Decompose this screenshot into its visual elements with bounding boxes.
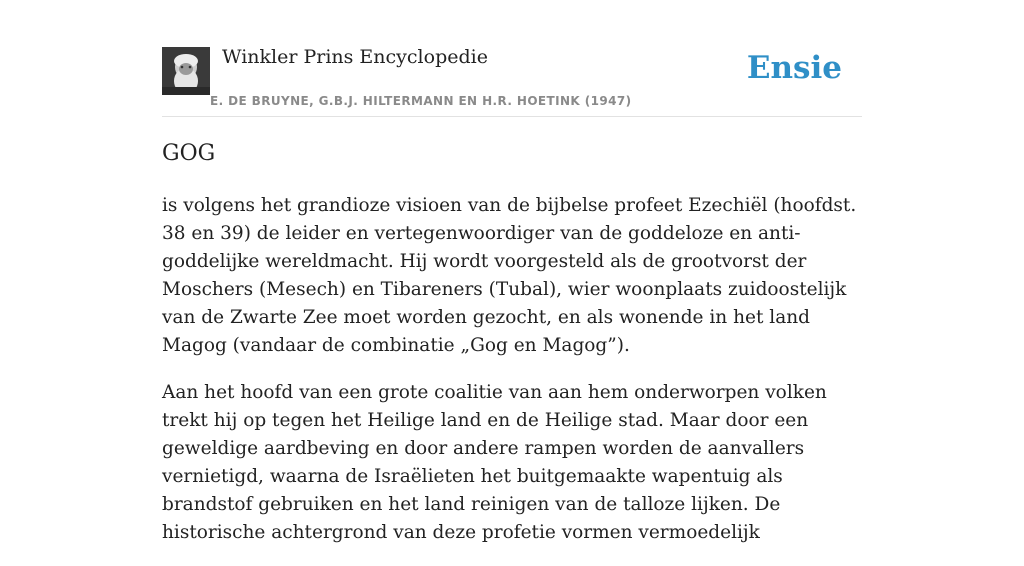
entry-body bbox=[162, 192, 862, 566]
site-title[interactable]: Winkler Prins Encyclopedie bbox=[222, 46, 488, 68]
authors-byline: E. DE BRUYNE, G.B.J. HILTERMANN EN H.R. HOETINK (1947) bbox=[210, 94, 632, 108]
entry-paragraph: is volgens het grandioze visioen van de bijbelse profeet Ezechiël (hoofdst. 38 en 39) de leider en vertegenwoordiger van de goddeloze en anti-goddelijke wereldmacht. Hij wordt voorgesteld als de grootvorst der Moschers (Mesech) en Tibareners (Tubal), wier woonplaats zuidoostelijk van de Zwarte Zee moet worden gezocht, en als wonende in het land Magog (vandaar de combinatie „Gog en Magog”). bbox=[162, 195, 857, 356]
author-avatar[interactable] bbox=[162, 47, 210, 95]
brand-logo-link[interactable]: Ensie bbox=[746, 50, 842, 86]
site-header bbox=[162, 0, 862, 117]
portrait-photo-icon bbox=[162, 47, 210, 95]
page bbox=[162, 0, 862, 543]
entry-paragraph: Aan het hoofd van een grote coalitie van aan hem onderworpen volken trekt hij op tegen het Heilige land en de Heilige stad. Maar door een geweldige aardbeving en door andere rampen worden de aanvallers vernietigd, waarna de Israëlieten het buitgemaakte wapentuig als brandstof gebruiken en het land reinigen van de talloze lijken. De historische achtergrond van deze profetie vormen vermoedelijk bbox=[162, 382, 827, 543]
entry-title: GOG bbox=[162, 141, 216, 166]
